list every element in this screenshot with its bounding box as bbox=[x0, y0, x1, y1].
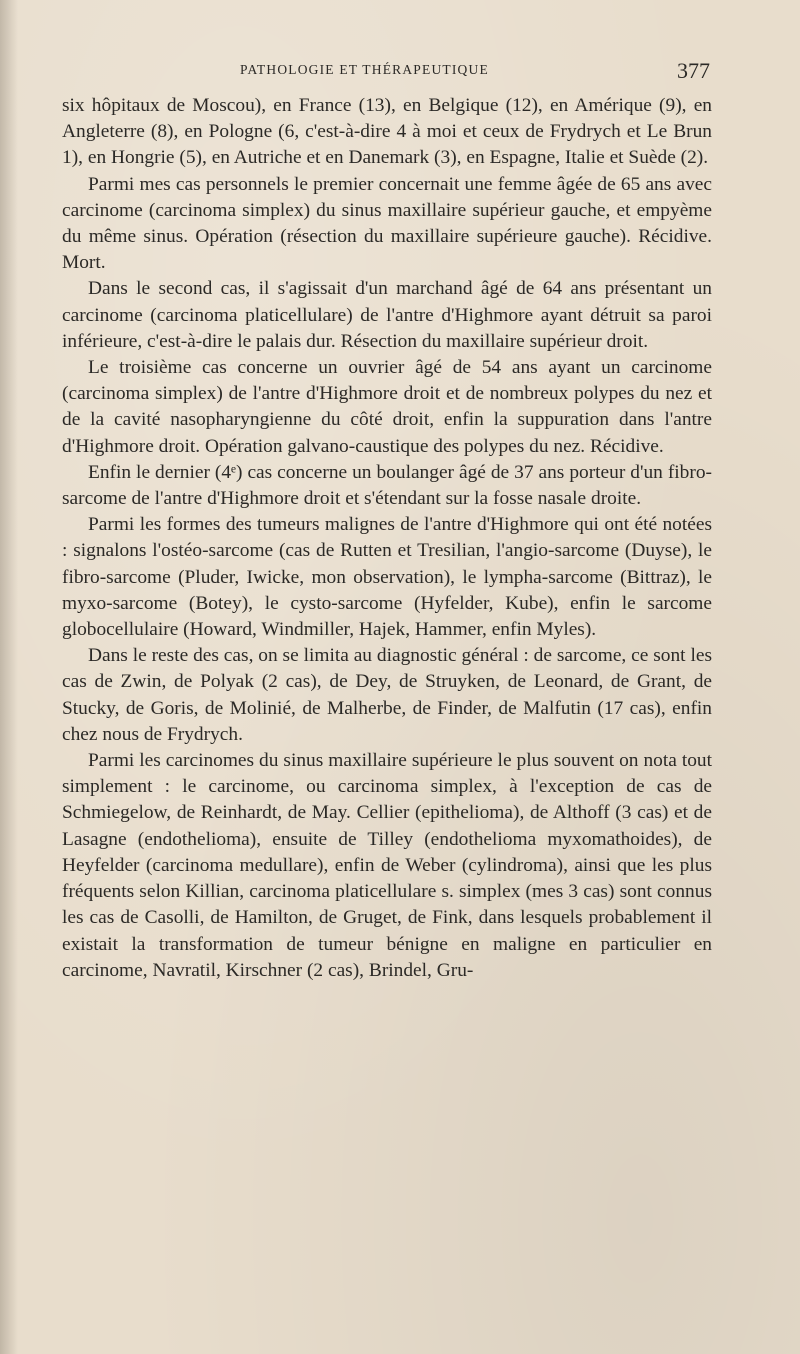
paragraph-second-case: Dans le second cas, il s'agissait d'un marchand âgé de 64 ans présentant un carcinome (carcinoma platicellulare) de l'antre d'Highmore ayant détruit sa paroi inférieure, c'est-à-dire le palais dur. Résection du maxillaire supérieur droit. bbox=[62, 278, 712, 352]
paragraph-continuation: six hôpitaux de Moscou), en France (13), en Belgique (12), en Amérique (9), en Angleterre (8), en Pologne (6, c'est-à-dire 4 à moi et ceux de Frydrych et Le Brun 1), en Hongrie (5), en Autriche et en Danemark (3), en Espagne, Italie et Suède (2). bbox=[62, 95, 712, 169]
page-number: 377 bbox=[677, 58, 710, 83]
running-title: PATHOLOGIE ET THÉRAPEUTIQUE bbox=[240, 62, 489, 77]
paragraph-first-case: Parmi mes cas personnels le premier concernait une femme âgée de 65 ans avec carcinome (carcinoma simplex) du sinus maxillaire supérieur gauche, et empyème du même sinus. Opération (résection du maxillaire supérieure gauche). Récidive. Mort. bbox=[62, 173, 712, 274]
paragraph-carcinoma-cases: Parmi les carcinomes du sinus maxillaire supérieure le plus souvent on nota tout simplement : le carcinome, ou carcinoma simplex, à l'exception de cas de Schmiegelow, de Reinhardt, de May. Cellier (epithelioma), de Althoff (3 cas) et de Lasagne (endothelioma), ensuite de Tilley (endothelioma myxomathoides), de Heyfelder (carcinoma medullare), enfin de Weber (cylindroma), ainsi que les plus fréquents selon Killian, carcinoma platicellulare s. simplex (mes 3 cas) sont connus les cas de Casolli, de Hamilton, de Gruget, de Fink, dans lesquels probablement il existait la transformation de tumeur bénigne en maligne en particulier en carcinome, Navratil, Kirschner (2 cas), Brindel, Gru- bbox=[62, 750, 712, 981]
binding-shadow bbox=[0, 0, 18, 1354]
paragraph-malignant-forms: Parmi les formes des tumeurs malignes de l'antre d'Highmore qui ont été notées : signalons l'ostéo-sarcome (cas de Rutten et Tresilian, l'angio-sarcome (Duyse), le fibro-sarcome (Pluder, Iwicke, mon observation), le lympha-sarcome (Bittraz), le myxo-sarcome (Botey), le cysto-sarcome (Hyfelder, Kube), enfin le sarcome globocellulaire (Howard, Windmiller, Hajek, Hammer, enfin Myles). bbox=[62, 514, 712, 641]
paragraph-third-case: Le troisième cas concerne un ouvrier âgé de 54 ans ayant un carcinome (carcinoma simplex) de l'antre d'Highmore droit et de nombreux polypes du nez et de la cavité nasopharyngienne du côté droit, enfin la suppuration dans l'antre d'Highmore droit. Opération galvano-caustique des polypes du nez. Récidive. bbox=[62, 357, 712, 457]
paragraph-fourth-case: Enfin le dernier (4ᵉ) cas concerne un boulanger âgé de 37 ans porteur d'un fibro-sarcome de l'antre d'Highmore droit et s'étendant sur la fosse nasale droite. bbox=[62, 461, 712, 510]
paragraph-sarcoma-cases: Dans le reste des cas, on se limita au diagnostic général : de sarcome, ce sont les cas de Zwin, de Polyak (2 cas), de Dey, de Struyken, de Leonard, de Grant, de Stucky, de Goris, de Molinié, de Malherbe, de Finder, de Malfutin (17 cas), enfin chez nous de Frydrych. bbox=[62, 645, 712, 745]
body-text bbox=[62, 93, 712, 984]
page-header bbox=[240, 58, 710, 88]
